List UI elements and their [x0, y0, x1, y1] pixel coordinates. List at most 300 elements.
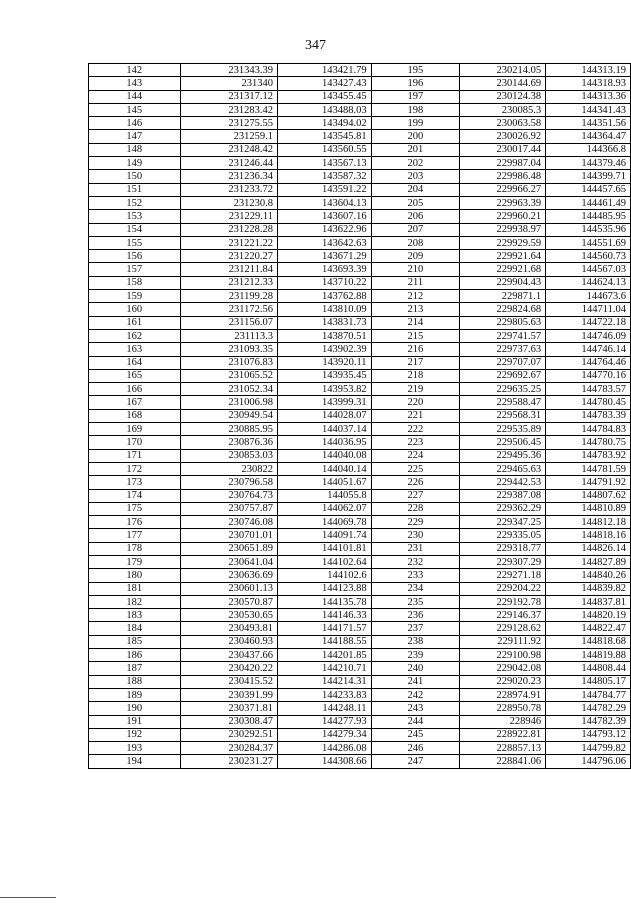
x-coordinate-left: 230757.87	[180, 502, 277, 515]
x-coordinate-left: 230701.01	[180, 529, 277, 542]
y-coordinate-left: 144201.85	[278, 649, 372, 662]
coordinates-table-body	[89, 64, 631, 769]
x-coordinate-left: 231343.39	[180, 64, 277, 77]
x-coordinate-right: 230063.58	[460, 117, 546, 130]
x-coordinate-left: 231275.55	[180, 117, 277, 130]
table-row	[89, 489, 631, 502]
y-coordinate-right: 144782.39	[546, 715, 631, 728]
x-coordinate-left: 231076.83	[180, 356, 277, 369]
point-number-right: 211	[371, 276, 460, 289]
table-row	[89, 702, 631, 715]
y-coordinate-left: 144210.71	[278, 662, 372, 675]
table-row	[89, 715, 631, 728]
point-number-right: 208	[371, 236, 460, 249]
x-coordinate-left: 230764.73	[180, 489, 277, 502]
x-coordinate-left: 231211.84	[180, 263, 277, 276]
x-coordinate-left: 231212.33	[180, 276, 277, 289]
table-row	[89, 569, 631, 582]
y-coordinate-left: 143920.11	[278, 356, 372, 369]
y-coordinate-left: 143591.22	[278, 183, 372, 196]
point-number-right: 197	[371, 90, 460, 103]
table-row	[89, 356, 631, 369]
table-row	[89, 90, 631, 103]
table-row	[89, 755, 631, 768]
point-number-left: 188	[89, 675, 181, 688]
x-coordinate-left: 231221.22	[180, 236, 277, 249]
x-coordinate-left: 231199.28	[180, 290, 277, 303]
y-coordinate-left: 143494.02	[278, 117, 372, 130]
x-coordinate-right: 229495.36	[460, 449, 546, 462]
table-row	[89, 662, 631, 675]
x-coordinate-right: 229707.07	[460, 356, 546, 369]
point-number-right: 231	[371, 542, 460, 555]
point-number-right: 222	[371, 423, 460, 436]
x-coordinate-right: 229387.08	[460, 489, 546, 502]
point-number-left: 163	[89, 343, 181, 356]
point-number-left: 186	[89, 649, 181, 662]
y-coordinate-right: 144366.8	[546, 143, 631, 156]
point-number-left: 172	[89, 462, 181, 475]
point-number-left: 159	[89, 290, 181, 303]
point-number-left: 157	[89, 263, 181, 276]
table-row	[89, 622, 631, 635]
y-coordinate-left: 144308.66	[278, 755, 372, 768]
table-row	[89, 329, 631, 342]
y-coordinate-left: 143762.88	[278, 290, 372, 303]
point-number-right: 225	[371, 462, 460, 475]
x-coordinate-right: 228946	[460, 715, 546, 728]
x-coordinate-left: 231248.42	[180, 143, 277, 156]
point-number-left: 175	[89, 502, 181, 515]
y-coordinate-right: 144624.13	[546, 276, 631, 289]
point-number-right: 224	[371, 449, 460, 462]
table-row	[89, 143, 631, 156]
x-coordinate-left: 231230.8	[180, 196, 277, 209]
table-row	[89, 529, 631, 542]
table-row	[89, 742, 631, 755]
y-coordinate-right: 144784.83	[546, 423, 631, 436]
y-coordinate-left: 144051.67	[278, 476, 372, 489]
x-coordinate-right: 229442.53	[460, 476, 546, 489]
table-row	[89, 396, 631, 409]
y-coordinate-right: 144793.12	[546, 728, 631, 741]
point-number-left: 162	[89, 329, 181, 342]
x-coordinate-left: 231113.3	[180, 329, 277, 342]
y-coordinate-left: 143870.51	[278, 329, 372, 342]
y-coordinate-right: 144551.69	[546, 236, 631, 249]
y-coordinate-left: 143953.82	[278, 383, 372, 396]
point-number-left: 144	[89, 90, 181, 103]
x-coordinate-right: 229192.78	[460, 595, 546, 608]
point-number-left: 179	[89, 555, 181, 568]
point-number-right: 244	[371, 715, 460, 728]
point-number-right: 213	[371, 303, 460, 316]
point-number-right: 232	[371, 555, 460, 568]
point-number-right: 214	[371, 316, 460, 329]
y-coordinate-right: 144837.81	[546, 595, 631, 608]
point-number-right: 245	[371, 728, 460, 741]
point-number-left: 160	[89, 303, 181, 316]
point-number-right: 216	[371, 343, 460, 356]
point-number-right: 247	[371, 755, 460, 768]
y-coordinate-right: 144485.95	[546, 210, 631, 223]
x-coordinate-right: 229741.57	[460, 329, 546, 342]
y-coordinate-right: 144567.03	[546, 263, 631, 276]
point-number-right: 233	[371, 569, 460, 582]
y-coordinate-right: 144457.65	[546, 183, 631, 196]
x-coordinate-left: 230949.54	[180, 409, 277, 422]
x-coordinate-right: 228974.91	[460, 688, 546, 701]
x-coordinate-left: 230308.47	[180, 715, 277, 728]
x-coordinate-left: 230876.36	[180, 436, 277, 449]
point-number-left: 168	[89, 409, 181, 422]
point-number-right: 239	[371, 649, 460, 662]
table-row	[89, 117, 631, 130]
x-coordinate-left: 230570.87	[180, 595, 277, 608]
y-coordinate-right: 144351.56	[546, 117, 631, 130]
x-coordinate-right: 229020.23	[460, 675, 546, 688]
y-coordinate-left: 143671.29	[278, 250, 372, 263]
y-coordinate-left: 144028.07	[278, 409, 372, 422]
y-coordinate-left: 144214.31	[278, 675, 372, 688]
point-number-left: 169	[89, 423, 181, 436]
point-number-left: 153	[89, 210, 181, 223]
x-coordinate-right: 229692.67	[460, 369, 546, 382]
point-number-right: 215	[371, 329, 460, 342]
x-coordinate-left: 230292.51	[180, 728, 277, 741]
x-coordinate-right: 230026.92	[460, 130, 546, 143]
y-coordinate-right: 144791.92	[546, 476, 631, 489]
x-coordinate-right: 229929.59	[460, 236, 546, 249]
point-number-right: 223	[371, 436, 460, 449]
point-number-left: 191	[89, 715, 181, 728]
point-number-left: 185	[89, 635, 181, 648]
y-coordinate-left: 144135.78	[278, 595, 372, 608]
x-coordinate-right: 229960.21	[460, 210, 546, 223]
y-coordinate-left: 144102.64	[278, 555, 372, 568]
y-coordinate-left: 144233.83	[278, 688, 372, 701]
x-coordinate-right: 229921.64	[460, 250, 546, 263]
footer-divider	[0, 897, 56, 898]
point-number-right: 236	[371, 609, 460, 622]
y-coordinate-left: 144040.08	[278, 449, 372, 462]
y-coordinate-right: 144535.96	[546, 223, 631, 236]
table-row	[89, 675, 631, 688]
point-number-right: 238	[371, 635, 460, 648]
point-number-left: 167	[89, 396, 181, 409]
point-number-right: 221	[371, 409, 460, 422]
x-coordinate-left: 230746.08	[180, 516, 277, 529]
x-coordinate-right: 229111.92	[460, 635, 546, 648]
x-coordinate-left: 231093.35	[180, 343, 277, 356]
point-number-left: 151	[89, 183, 181, 196]
point-number-left: 174	[89, 489, 181, 502]
y-coordinate-right: 144820.19	[546, 609, 631, 622]
x-coordinate-left: 231229.11	[180, 210, 277, 223]
y-coordinate-right: 144796.06	[546, 755, 631, 768]
x-coordinate-right: 229871.1	[460, 290, 546, 303]
point-number-right: 201	[371, 143, 460, 156]
point-number-right: 228	[371, 502, 460, 515]
table-row	[89, 409, 631, 422]
point-number-left: 173	[89, 476, 181, 489]
x-coordinate-right: 228950.78	[460, 702, 546, 715]
x-coordinate-left: 231317.12	[180, 90, 277, 103]
y-coordinate-right: 144840.26	[546, 569, 631, 582]
x-coordinate-left: 230530.65	[180, 609, 277, 622]
point-number-left: 189	[89, 688, 181, 701]
y-coordinate-left: 144146.33	[278, 609, 372, 622]
x-coordinate-right: 229535.89	[460, 423, 546, 436]
point-number-left: 148	[89, 143, 181, 156]
point-number-left: 190	[89, 702, 181, 715]
point-number-right: 203	[371, 170, 460, 183]
point-number-right: 198	[371, 103, 460, 116]
point-number-right: 212	[371, 290, 460, 303]
point-number-left: 149	[89, 157, 181, 170]
y-coordinate-left: 143587.32	[278, 170, 372, 183]
x-coordinate-right: 229737.63	[460, 343, 546, 356]
table-row	[89, 236, 631, 249]
point-number-right: 243	[371, 702, 460, 715]
x-coordinate-right: 228841.06	[460, 755, 546, 768]
table-row	[89, 595, 631, 608]
table-row	[89, 170, 631, 183]
x-coordinate-right: 229986.48	[460, 170, 546, 183]
x-coordinate-left: 231340	[180, 77, 277, 90]
point-number-right: 241	[371, 675, 460, 688]
table-row	[89, 516, 631, 529]
x-coordinate-right: 229966.27	[460, 183, 546, 196]
y-coordinate-right: 144780.45	[546, 396, 631, 409]
point-number-right: 207	[371, 223, 460, 236]
point-number-right: 246	[371, 742, 460, 755]
x-coordinate-right: 229588.47	[460, 396, 546, 409]
x-coordinate-right: 230085.3	[460, 103, 546, 116]
point-number-right: 205	[371, 196, 460, 209]
x-coordinate-right: 229100.98	[460, 649, 546, 662]
x-coordinate-left: 230601.13	[180, 582, 277, 595]
y-coordinate-right: 144799.82	[546, 742, 631, 755]
x-coordinate-right: 229987.04	[460, 157, 546, 170]
x-coordinate-right: 229963.39	[460, 196, 546, 209]
y-coordinate-right: 144827.89	[546, 555, 631, 568]
x-coordinate-left: 231220.27	[180, 250, 277, 263]
y-coordinate-left: 144069.78	[278, 516, 372, 529]
table-row	[89, 688, 631, 701]
point-number-left: 164	[89, 356, 181, 369]
x-coordinate-left: 231228.28	[180, 223, 277, 236]
table-row	[89, 555, 631, 568]
table-row	[89, 290, 631, 303]
y-coordinate-right: 144313.36	[546, 90, 631, 103]
y-coordinate-left: 143935.45	[278, 369, 372, 382]
x-coordinate-right: 229938.97	[460, 223, 546, 236]
x-coordinate-right: 229271.18	[460, 569, 546, 582]
y-coordinate-right: 144839.82	[546, 582, 631, 595]
point-number-left: 165	[89, 369, 181, 382]
y-coordinate-left: 144248.11	[278, 702, 372, 715]
table-row	[89, 582, 631, 595]
table-row	[89, 130, 631, 143]
point-number-left: 176	[89, 516, 181, 529]
y-coordinate-left: 144062.07	[278, 502, 372, 515]
x-coordinate-right: 229568.31	[460, 409, 546, 422]
y-coordinate-left: 143693.39	[278, 263, 372, 276]
x-coordinate-left: 230493.81	[180, 622, 277, 635]
table-row	[89, 436, 631, 449]
point-number-right: 237	[371, 622, 460, 635]
y-coordinate-left: 144102.6	[278, 569, 372, 582]
point-number-left: 180	[89, 569, 181, 582]
table-row	[89, 369, 631, 382]
x-coordinate-left: 230437.66	[180, 649, 277, 662]
y-coordinate-right: 144810.89	[546, 502, 631, 515]
y-coordinate-right: 144807.62	[546, 489, 631, 502]
table-row	[89, 502, 631, 515]
x-coordinate-right: 229506.45	[460, 436, 546, 449]
point-number-right: 196	[371, 77, 460, 90]
x-coordinate-right: 230124.38	[460, 90, 546, 103]
point-number-left: 192	[89, 728, 181, 741]
point-number-right: 199	[371, 117, 460, 130]
table-row	[89, 196, 631, 209]
table-row	[89, 316, 631, 329]
y-coordinate-left: 143642.63	[278, 236, 372, 249]
point-number-right: 220	[371, 396, 460, 409]
x-coordinate-left: 230641.04	[180, 555, 277, 568]
point-number-left: 171	[89, 449, 181, 462]
x-coordinate-left: 230822	[180, 462, 277, 475]
y-coordinate-right: 144812.18	[546, 516, 631, 529]
x-coordinate-left: 231006.98	[180, 396, 277, 409]
table-row	[89, 635, 631, 648]
x-coordinate-right: 230144.69	[460, 77, 546, 90]
y-coordinate-left: 143622.96	[278, 223, 372, 236]
y-coordinate-left: 143607.16	[278, 210, 372, 223]
table-row	[89, 462, 631, 475]
x-coordinate-left: 230415.52	[180, 675, 277, 688]
point-number-right: 217	[371, 356, 460, 369]
table-row	[89, 423, 631, 436]
y-coordinate-right: 144783.39	[546, 409, 631, 422]
point-number-right: 195	[371, 64, 460, 77]
y-coordinate-right: 144783.92	[546, 449, 631, 462]
x-coordinate-right: 229824.68	[460, 303, 546, 316]
y-coordinate-left: 144171.57	[278, 622, 372, 635]
point-number-left: 166	[89, 383, 181, 396]
y-coordinate-left: 143604.13	[278, 196, 372, 209]
y-coordinate-right: 144805.17	[546, 675, 631, 688]
y-coordinate-left: 144055.8	[278, 489, 372, 502]
y-coordinate-left: 144036.95	[278, 436, 372, 449]
y-coordinate-left: 144091.74	[278, 529, 372, 542]
x-coordinate-right: 229921.68	[460, 263, 546, 276]
x-coordinate-right: 229307.29	[460, 555, 546, 568]
y-coordinate-right: 144782.29	[546, 702, 631, 715]
point-number-right: 202	[371, 157, 460, 170]
point-number-right: 209	[371, 250, 460, 263]
x-coordinate-left: 231236.34	[180, 170, 277, 183]
table-row	[89, 383, 631, 396]
point-number-left: 194	[89, 755, 181, 768]
y-coordinate-right: 144673.6	[546, 290, 631, 303]
point-number-right: 227	[371, 489, 460, 502]
x-coordinate-left: 230284.37	[180, 742, 277, 755]
y-coordinate-left: 143545.81	[278, 130, 372, 143]
point-number-left: 183	[89, 609, 181, 622]
x-coordinate-right: 229318.77	[460, 542, 546, 555]
point-number-left: 155	[89, 236, 181, 249]
y-coordinate-right: 144780.75	[546, 436, 631, 449]
coordinates-table	[88, 63, 631, 769]
x-coordinate-left: 230420.22	[180, 662, 277, 675]
x-coordinate-left: 230651.89	[180, 542, 277, 555]
table-row	[89, 649, 631, 662]
table-row	[89, 276, 631, 289]
x-coordinate-right: 229128.62	[460, 622, 546, 635]
point-number-left: 193	[89, 742, 181, 755]
y-coordinate-left: 144277.93	[278, 715, 372, 728]
x-coordinate-left: 230796.58	[180, 476, 277, 489]
y-coordinate-right: 144822.47	[546, 622, 631, 635]
point-number-left: 154	[89, 223, 181, 236]
x-coordinate-left: 231233.72	[180, 183, 277, 196]
y-coordinate-left: 143488.03	[278, 103, 372, 116]
table-row	[89, 183, 631, 196]
y-coordinate-left: 144101.81	[278, 542, 372, 555]
table-row	[89, 223, 631, 236]
x-coordinate-left: 230885.95	[180, 423, 277, 436]
y-coordinate-right: 144819.88	[546, 649, 631, 662]
x-coordinate-left: 230460.93	[180, 635, 277, 648]
x-coordinate-right: 229204.22	[460, 582, 546, 595]
point-number-right: 200	[371, 130, 460, 143]
y-coordinate-right: 144364.47	[546, 130, 631, 143]
y-coordinate-left: 143710.22	[278, 276, 372, 289]
point-number-right: 234	[371, 582, 460, 595]
x-coordinate-right: 229146.37	[460, 609, 546, 622]
y-coordinate-right: 144808.44	[546, 662, 631, 675]
y-coordinate-right: 144399.71	[546, 170, 631, 183]
table-row	[89, 303, 631, 316]
y-coordinate-right: 144313.19	[546, 64, 631, 77]
y-coordinate-left: 143810.09	[278, 303, 372, 316]
x-coordinate-right: 229362.29	[460, 502, 546, 515]
point-number-left: 158	[89, 276, 181, 289]
x-coordinate-right: 228922.81	[460, 728, 546, 741]
table-row	[89, 728, 631, 741]
point-number-right: 226	[371, 476, 460, 489]
table-row	[89, 343, 631, 356]
point-number-right: 206	[371, 210, 460, 223]
point-number-left: 187	[89, 662, 181, 675]
point-number-left: 150	[89, 170, 181, 183]
y-coordinate-right: 144341.43	[546, 103, 631, 116]
point-number-left: 181	[89, 582, 181, 595]
point-number-right: 242	[371, 688, 460, 701]
point-number-right: 235	[371, 595, 460, 608]
y-coordinate-right: 144560.73	[546, 250, 631, 263]
y-coordinate-right: 144711.04	[546, 303, 631, 316]
x-coordinate-left: 230636.69	[180, 569, 277, 582]
page-number: 347	[305, 38, 326, 53]
table-row	[89, 77, 631, 90]
table-row	[89, 103, 631, 116]
y-coordinate-right: 144818.16	[546, 529, 631, 542]
y-coordinate-left: 143560.55	[278, 143, 372, 156]
y-coordinate-left: 144123.88	[278, 582, 372, 595]
